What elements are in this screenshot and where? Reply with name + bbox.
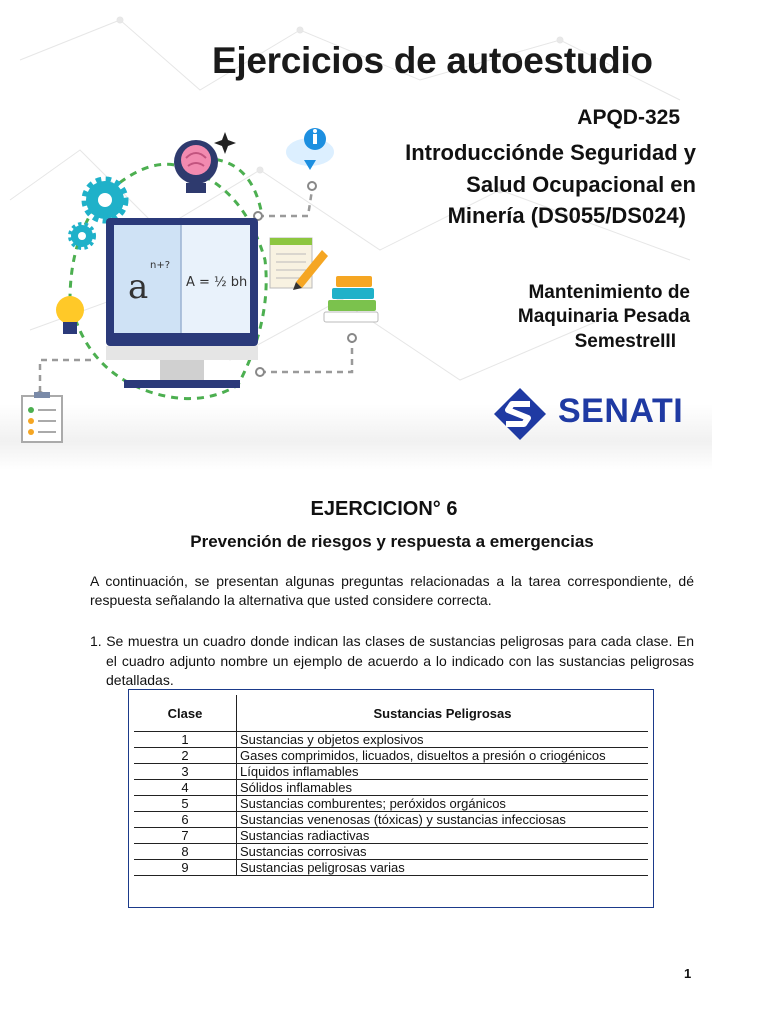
table-row [134, 860, 648, 876]
question-1: 1. Se muestra un cuadro donde indican las clases de sustancias peligrosas para cada clase. En el cuadro adjunto nombre un ejemplo de acuerdo a lo indicado con las sustancias peligrosas detalladas. [90, 633, 694, 688]
lightbulb-icon [56, 296, 84, 334]
class-cell: 7 [134, 828, 237, 844]
program-line: Maquinaria Pesada [517, 306, 690, 327]
column-header: Sustancias Peligrosas [237, 695, 649, 732]
table-row [134, 796, 648, 812]
hazard-classes-table [128, 689, 654, 908]
course-name-line: Introducciónde Seguridad y [405, 140, 696, 165]
program-line: Mantenimiento de [528, 282, 690, 303]
substance-cell: Líquidos inflamables [237, 764, 649, 780]
substance-cell: Sustancias radiactivas [237, 828, 649, 844]
class-cell: 5 [134, 796, 237, 812]
substance-cell: Sustancias corrosivas [237, 844, 649, 860]
books-icon [324, 276, 378, 322]
info-cloud-icon [286, 128, 334, 170]
course-name-line: Salud Ocupacional en [466, 172, 696, 197]
exercise-subtitle: Prevención de riesgos y respuesta a emergencias [190, 532, 594, 551]
substance-cell: Sustancias comburentes; peróxidos orgánicos [237, 796, 649, 812]
logo-text: SENATI [558, 392, 684, 430]
class-cell: 9 [134, 860, 237, 876]
class-cell: 3 [134, 764, 237, 780]
class-cell: 8 [134, 844, 237, 860]
table [134, 695, 648, 876]
intro-paragraph: A continuación, se presentan algunas preguntas relacionadas a la tarea correspondiente, dé respuesta señalando la alternativa que usted considere correcta. [90, 573, 694, 608]
formula-a: a [128, 267, 149, 307]
formula-exponent: n+? [150, 260, 171, 271]
monitor-icon [106, 218, 258, 388]
page-title: Ejercicios de autoestudio [212, 40, 653, 81]
table-row [134, 812, 648, 828]
class-cell: 1 [134, 732, 237, 748]
page-number: 1 [684, 966, 692, 981]
notepad-pencil-icon [270, 238, 328, 290]
substance-cell: Sustancias venenosas (tóxicas) y sustancias infecciosas [237, 812, 649, 828]
exercise-title: EJERCICION° 6 [310, 498, 458, 520]
table-row [134, 828, 648, 844]
substance-cell: Gases comprimidos, licuados, disueltos a presión o criogénicos [237, 748, 649, 764]
substance-cell: Sólidos inflamables [237, 780, 649, 796]
table-header-row [134, 695, 648, 732]
formula-area: A = ½ bh [186, 275, 248, 290]
brain-lightbulb-icon [174, 132, 236, 193]
checklist-icon [22, 392, 62, 442]
table-row [134, 748, 648, 764]
substance-cell: Sustancias y objetos explosivos [237, 732, 649, 748]
table-row [134, 732, 648, 748]
substance-cell: Sustancias peligrosas varias [237, 860, 649, 876]
table-row [134, 780, 648, 796]
table-row [134, 764, 648, 780]
table-row [134, 844, 648, 860]
class-cell: 4 [134, 780, 237, 796]
course-name-line: Minería (DS055/DS024) [447, 203, 686, 228]
class-cell: 6 [134, 812, 237, 828]
class-cell: 2 [134, 748, 237, 764]
program-line: SemestreIII [574, 331, 676, 352]
course-code: APQD-325 [577, 106, 680, 129]
column-header: Clase [134, 695, 237, 732]
